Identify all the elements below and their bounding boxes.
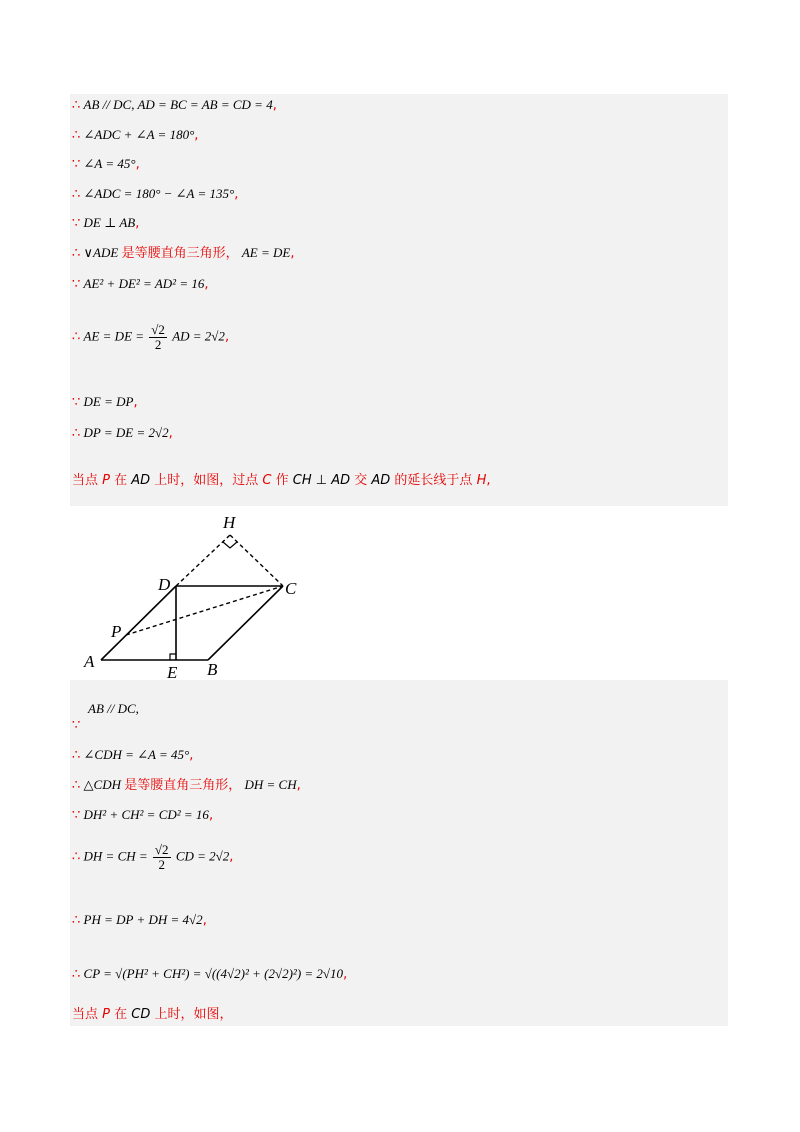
label-D: D	[158, 575, 171, 594]
segment-PC	[126, 586, 283, 635]
segment-BC	[208, 586, 283, 660]
proof-line-12: AB // DC, ∵	[72, 701, 139, 733]
proof-line-10: ∴ DP = DE = 2√2,	[72, 425, 173, 441]
case-heading-1: 当点 P 在 AD 上时，如图，过点 C 作 CH ⊥ AD 交 AD 的延长线于点 H,	[72, 473, 491, 488]
proof-line-2: ∴ ∠ADC + ∠A = 180°,	[72, 127, 199, 143]
label-E: E	[167, 663, 178, 680]
proof-line-6: ∴ ∨ADE 是等腰直角三角形， AE = DE,	[72, 245, 295, 261]
parallelogram-diagram	[70, 506, 310, 680]
proof-line-5: ∵ DE ⊥ AB,	[72, 215, 140, 231]
proof-line-16: ∴ DH = CH = $\frac{√2}{2}$ CD = 2√2,	[72, 842, 234, 872]
proof-line-3: ∵ ∠A = 45°,	[72, 156, 140, 172]
segment-HC	[230, 535, 283, 586]
label-P: P	[111, 622, 122, 641]
proof-line-7: ∵ AE² + DE² = AD² = 16,	[72, 276, 209, 292]
label-B: B	[207, 660, 218, 679]
proof-line-8: ∴ AE = DE = $\frac{√2}{2}$ AD = 2√2,	[72, 322, 230, 352]
proof-line-13: ∴ ∠CDH = ∠A = 45°,	[72, 747, 194, 763]
fraction: $\frac{√2}{2}$	[154, 842, 169, 872]
content-band-top	[70, 94, 728, 506]
label-C: C	[285, 579, 297, 598]
label-H: H	[223, 513, 236, 532]
proof-line-9: ∵ DE = DP,	[72, 394, 138, 410]
proof-line-18: ∴ CP = √(PH² + CH²) = √((4√2)² + (2√2)²) = 2√10,	[72, 966, 348, 982]
proof-line-4: ∴ ∠ADC = 180° − ∠A = 135°,	[72, 186, 239, 202]
label-A: A	[84, 652, 95, 671]
geometry-figure	[70, 506, 310, 680]
case-heading-2: 当点 P 在 CD 上时，如图，	[72, 1007, 233, 1022]
proof-line-14: ∴ △CDH 是等腰直角三角形， DH = CH,	[72, 777, 301, 793]
right-angle-E	[170, 654, 176, 660]
fraction: $\frac{√2}{2}$	[151, 322, 165, 352]
proof-line-1: ∴ AB // DC, AD = BC = AB = CD = 4,	[72, 97, 277, 113]
right-angle-H	[223, 542, 237, 548]
proof-line-15: ∵ DH² + CH² = CD² = 16,	[72, 807, 214, 823]
proof-line-17: ∴ PH = DP + DH = 4√2,	[72, 912, 207, 928]
segment-DH	[176, 535, 230, 586]
